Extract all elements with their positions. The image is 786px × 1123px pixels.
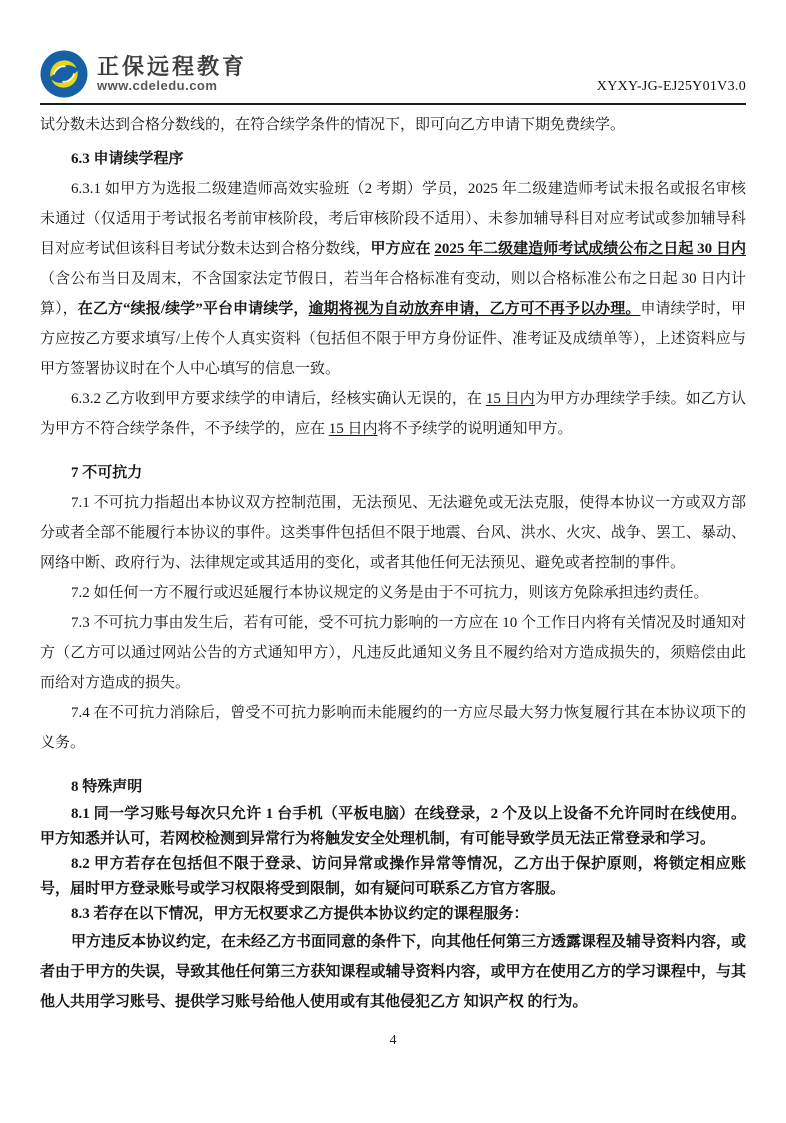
page-number: 4 <box>389 1033 397 1048</box>
brand-website: www.cdeledu.com <box>97 78 218 94</box>
text-run: 2025 年二级建造师考试成绩公布之日起 30 日内 <box>434 241 746 257</box>
section-heading <box>40 772 746 802</box>
text-run: 6.3 申请续学程序 <box>71 151 184 167</box>
paragraph <box>40 488 746 578</box>
paragraph <box>40 852 746 902</box>
text-run: 申请续学时，甲方应按乙方要求填写/上传个人真实资料（包括但不限于甲方身份证件、准考证及成绩单等），上述资料应与甲方签署协议时在个人中心填写的信息一致。 <box>40 301 746 377</box>
text-run: 8 特殊声明 <box>71 779 143 795</box>
page-header <box>40 50 746 98</box>
brand-text-block <box>97 54 247 94</box>
paragraph <box>40 802 746 852</box>
text-run: 6.3.1 如甲方为选报二级建造师高效实验班（2 考期）学员，2025 年二级建造师考试未报名或报名审核未通过（仅适用于考试报名考前审核阶段，考后审核阶段不适用）、未参加辅导科目对应考试或参加辅导科目对应考试但该科目考试分数未达到合格分数线， <box>40 181 746 257</box>
text-run: 8.1 同一学习账号每次只允许 1 台手机（平板电脑）在线登录，2 个及以上设备不允许同时在线使用。甲方知悉并认可，若网校检测到异常行为将触发安全处理机制，有可能导致学员无法正常登录和学习。 <box>40 806 746 847</box>
text-run: 甲方违反本协议约定，在未经乙方书面同意的条件下，向其他任何第三方透露课程及辅导资料内容，或者由于甲方的失误，导致其他任何第三方获知课程或辅导资料内容，或甲方在使用乙方的学习课程中，与其他人共用学习账号、提供学习账号给他人使用或有其他侵犯乙方 知识产权 的行为。 <box>40 934 747 1010</box>
text-run: （含公布当日及周末，不含国家法定节假日，若当年合格标准有变动，则以合格标准公布之日起 30 日内计算）， <box>40 271 746 317</box>
text-run: 15 日内 <box>328 421 378 437</box>
text-run: 8.2 甲方若存在包括但不限于登录、访问异常或操作异常等情况，乙方出于保护原则，将锁定相应账号，届时甲方登录账号或学习权限将受到限制，如有疑问可联系乙方官方客服。 <box>40 856 746 897</box>
paragraph <box>40 698 746 758</box>
header-rule <box>40 103 746 105</box>
section-heading <box>40 458 746 488</box>
brand-logo <box>40 50 247 98</box>
brand-name: 正保远程教育 <box>97 53 248 79</box>
logo-swirl-icon <box>40 50 88 98</box>
document-body <box>40 110 746 1017</box>
text-run: 7 不可抗力 <box>71 465 143 481</box>
text-run: 15 日内 <box>485 391 535 407</box>
section-heading <box>40 144 746 174</box>
paragraph <box>40 927 746 1017</box>
paragraph <box>40 578 746 608</box>
paragraph <box>40 902 746 927</box>
text-run: 将不予续学的说明通知甲方。 <box>377 421 573 437</box>
text-run: 逾期将视为自动放弃申请，乙方可不再予以办理。 <box>308 301 641 317</box>
paragraph <box>40 608 746 698</box>
text-run: 7.1 不可抗力指超出本协议双方控制范围，无法预见、无法避免或无法克服，使得本协议一方或双方部分或者全部不能履行本协议的事件。这类事件包括但不限于地震、台风、洪水、火灾、战争、罢工、暴动、网络中断、政府行为、法律规定或其适用的变化，或者其他任何无法预见、避免或者控制的事件。 <box>40 495 746 571</box>
text-run: 甲方应在 <box>370 241 435 257</box>
text-run: 6.3.2 乙方收到甲方要求续学的申请后，经核实确认无误的，在 <box>71 391 486 407</box>
paragraph <box>40 110 746 140</box>
paragraph <box>40 384 746 444</box>
text-run: 7.4 在不可抗力消除后，曾受不可抗力影响而未能履约的一方应尽最大努力恢复履行其在本协议项下的义务。 <box>40 705 746 751</box>
text-run: 7.3 不可抗力事由发生后，若有可能，受不可抗力影响的一方应在 10 个工作日内将有关情况及时通知对方（乙方可以通过网站公告的方式通知甲方），凡违反此通知义务且不履约给对方造成损失的，须赔偿由此而给对方造成的损失。 <box>40 615 747 691</box>
text-run: 7.2 如任何一方不履行或迟延履行本协议规定的义务是由于不可抗力，则该方免除承担违约责任。 <box>71 585 709 601</box>
document-code: XYXY-JG-EJ25Y01V3.0 <box>596 79 746 94</box>
text-run: 8.3 若存在以下情况，甲方无权要求乙方提供本协议约定的课程服务： <box>71 906 529 922</box>
text-run: 在乙方“续报/续学”平台申请续学， <box>77 301 309 317</box>
text-run: 为甲方办理续学手续。如乙方认为甲方不符合续学条件，不予续学的，应在 <box>40 391 746 437</box>
paragraph <box>40 174 746 384</box>
text-run: 试分数未达到合格分数线的，在符合续学条件的情况下，即可向乙方申请下期免费续学。 <box>40 117 626 133</box>
